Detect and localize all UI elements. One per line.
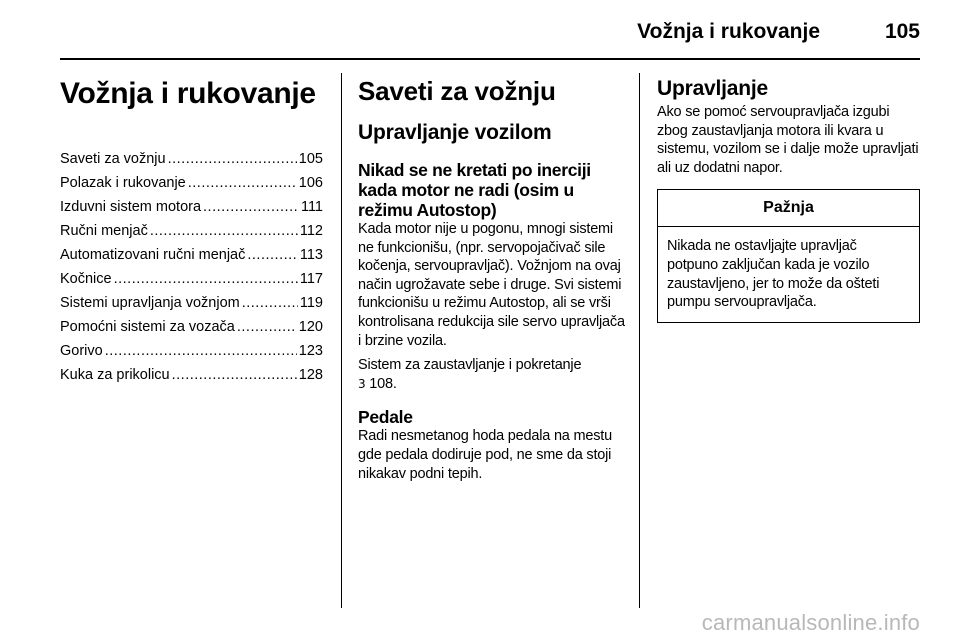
- steering-column: [657, 73, 920, 323]
- toc-entry-label: Pomoćni sistemi za vozača: [60, 319, 235, 335]
- section-title: Saveti za vožnju: [358, 76, 556, 106]
- toc-entry-label: Gorivo: [60, 343, 103, 359]
- steering-title: Upravljanje: [657, 77, 769, 100]
- toc-entry[interactable]: [60, 195, 323, 219]
- toc-entry-label: Ručni menjač: [60, 223, 148, 239]
- toc-leader-dots: [168, 147, 297, 171]
- subsection-title: Upravljanje vozilom: [358, 121, 552, 144]
- toc-leader-dots: [247, 243, 298, 267]
- chapter-title: Vožnja i rukovanje: [60, 77, 316, 110]
- toc-entry-page: 106: [298, 175, 323, 191]
- caution-box: [657, 189, 920, 322]
- header-rule: [60, 58, 920, 60]
- chapter-column: [60, 73, 323, 387]
- toc-entry-page: 123: [298, 343, 323, 359]
- toc-entry[interactable]: [60, 363, 323, 387]
- toc-entry-page: 105: [298, 151, 323, 167]
- steering-text: Ako se pomoć servoupravljača izgubi zbog zaustavljanja motora ili kvara u sistemu, vozilom se i dalje može upravljati ali uz dodatni napor.: [657, 104, 919, 176]
- toc-entry-label: Izduvni sistem motora: [60, 199, 202, 215]
- toc-entry-page: 128: [298, 367, 323, 383]
- toc-entry-page: 111: [300, 199, 323, 215]
- toc-entry[interactable]: [60, 171, 323, 195]
- toc-leader-dots: [242, 291, 298, 315]
- pedals-text: Radi nesmetanog hoda pedala na mestu gde pedala dodiruje pod, ne sme da stoji nikakav podni tepih.: [358, 428, 612, 482]
- toc-entry[interactable]: [60, 219, 323, 243]
- toc-entry-page: 113: [299, 247, 323, 263]
- driving-hints-column: [358, 73, 626, 483]
- caution-text: Nikada ne ostavljajte upravljač potpuno zaključan kada je vozilo zaustavljeno, jer to može da ošteti pumpu servoupravljača.: [667, 238, 880, 311]
- toc-entry-page: 120: [298, 319, 323, 335]
- pedals-heading: Pedale: [358, 407, 413, 428]
- toc-leader-dots: [188, 171, 297, 195]
- header-page-number: 105: [884, 20, 920, 43]
- table-of-contents: [60, 147, 323, 387]
- toc-entry-label: Polazak i rukovanje: [60, 175, 186, 191]
- toc-entry[interactable]: [60, 291, 323, 315]
- caution-title: Pažnja: [658, 190, 919, 227]
- toc-entry-label: Sistemi upravljanja vožnjom: [60, 295, 240, 311]
- page-reference-link[interactable]: 108.: [369, 375, 397, 392]
- toc-leader-dots: [105, 339, 297, 363]
- toc-entry[interactable]: [60, 147, 323, 171]
- toc-entry-label: Kuka za prikolicu: [60, 367, 170, 383]
- header-title: Vožnja i rukovanje: [637, 20, 820, 43]
- coasting-text: Kada motor nije u pogonu, mnogi sistemi ne funkcionišu, (npr. servopojačivač sile kočenja, servoupravljač). Vožnjom na ovaj način ugrožavate sebe i druge. Svi sistemi funkcionišu u režimu Autostop, ali se vrši kontrolisana redukcija sile servo upravljača i brzine vozila.: [358, 221, 625, 349]
- toc-entry[interactable]: [60, 267, 323, 291]
- toc-entry[interactable]: [60, 243, 323, 267]
- toc-leader-dots: [237, 315, 297, 339]
- toc-leader-dots: [150, 219, 298, 243]
- toc-leader-dots: [172, 363, 297, 387]
- column-divider-2: [639, 73, 640, 608]
- coasting-heading: Nikad se ne kretati po inerciji kada motor ne radi (osim u režimu Autostop): [358, 160, 591, 220]
- toc-entry[interactable]: [60, 339, 323, 363]
- toc-entry-page: 112: [299, 223, 323, 239]
- toc-entry-label: Automatizovani ručni menjač: [60, 247, 246, 263]
- toc-entry-label: Saveti za vožnju: [60, 151, 166, 167]
- watermark: carmanualsonline.info: [701, 610, 920, 635]
- stop-start-reference: [358, 356, 626, 393]
- toc-entry-page: 117: [299, 271, 323, 287]
- column-divider-1: [341, 73, 342, 608]
- toc-entry-label: Kočnice: [60, 271, 112, 287]
- toc-entry-page: 119: [299, 295, 323, 311]
- toc-leader-dots: [203, 195, 299, 219]
- page-reference-icon: 3: [358, 376, 366, 391]
- toc-entry[interactable]: [60, 315, 323, 339]
- stop-start-text: Sistem za zaustavljanje i pokretanje: [358, 357, 582, 374]
- toc-leader-dots: [114, 267, 298, 291]
